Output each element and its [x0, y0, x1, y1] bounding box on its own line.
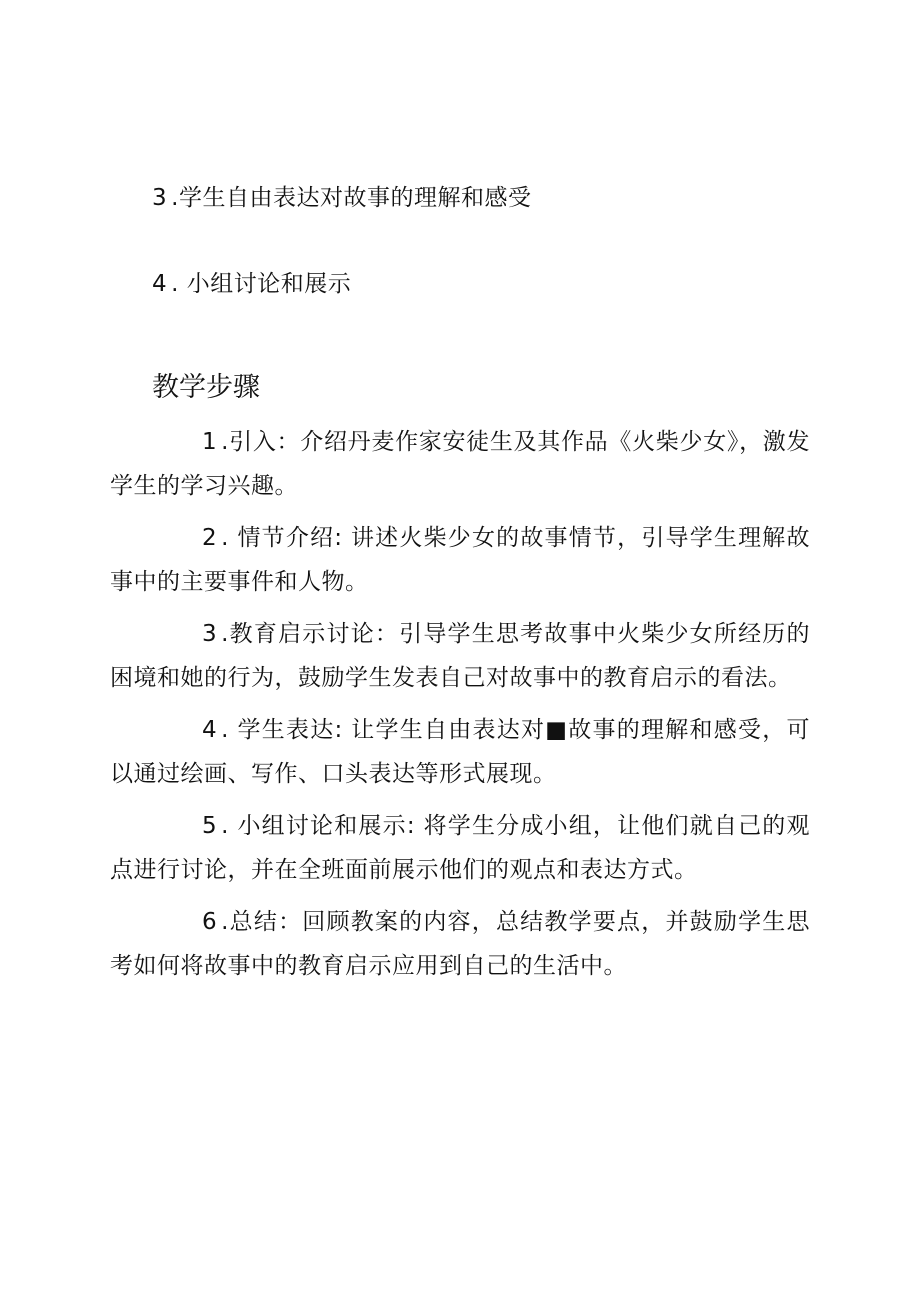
step-number: 4 [202, 717, 218, 743]
step-paragraph [110, 804, 810, 892]
list-item-text: .学生自由表达对故事的理解和感受 [171, 185, 532, 211]
step-paragraph [110, 708, 810, 796]
list-item-text: . 小组讨论和展示 [171, 271, 352, 297]
step-text: . 情节介绍: 讲述火柴少女的故事情节，引导学生理解故事中的主要事件和人物。 [110, 525, 810, 595]
step-paragraph [110, 612, 810, 700]
list-item [152, 176, 531, 220]
step-number: 1 [202, 429, 218, 455]
list-item-number: 3 [152, 185, 168, 211]
step-paragraph [110, 516, 810, 604]
step-number: 2 [202, 525, 218, 551]
list-item [152, 262, 351, 306]
step-text: .引入：介绍丹麦作家安徒生及其作品《火柴少女》，激发学生的学习兴趣。 [110, 429, 810, 499]
step-text: . 学生表达: 让学生自由表达对■故事的理解和感受，可以通过绘画、写作、口头表达等形式展现。 [110, 717, 810, 787]
step-number: 6 [202, 909, 218, 935]
section-heading: 教学步骤 [152, 372, 260, 403]
step-paragraph [110, 900, 810, 988]
step-number: 3 [202, 621, 218, 647]
step-text: .教育启示讨论：引导学生思考故事中火柴少女所经历的困境和她的行为，鼓励学生发表自己对故事中的教育启示的看法。 [110, 621, 810, 691]
step-number: 5 [202, 813, 218, 839]
list-item-number: 4 [152, 271, 168, 297]
step-text: .总结：回顾教案的内容，总结教学要点，并鼓励学生思考如何将故事中的教育启示应用到自己的生活中。 [110, 909, 810, 979]
step-text: . 小组讨论和展示: 将学生分成小组，让他们就自己的观点进行讨论，并在全班面前展示他们的观点和表达方式。 [110, 813, 810, 883]
step-paragraph [110, 420, 810, 508]
